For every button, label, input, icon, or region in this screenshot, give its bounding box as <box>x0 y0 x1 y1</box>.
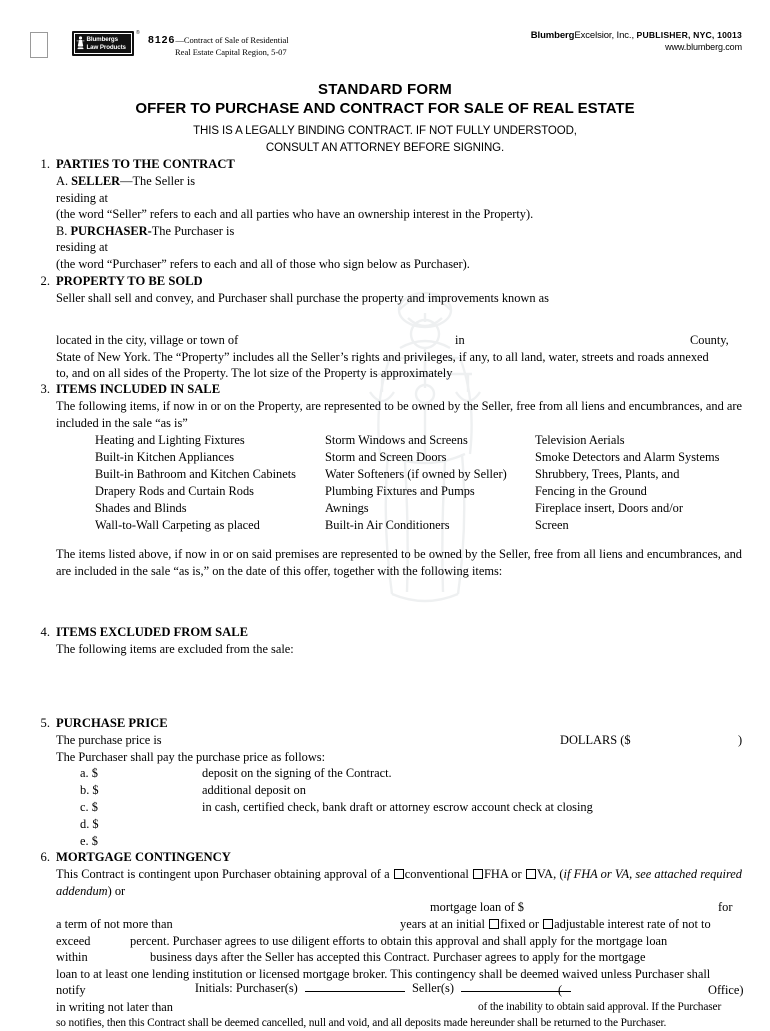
form-number-block <box>148 30 289 57</box>
purchaser-prefix: B. <box>56 223 68 238</box>
mortgage-notify-line <box>0 982 770 999</box>
mortgage-within-label: within <box>56 950 88 965</box>
item-cell: Fireplace insert, Doors and/or <box>535 501 683 516</box>
item-cell: Heating and Lighting Fixtures <box>95 433 245 448</box>
payment-row <box>0 816 770 833</box>
item-row <box>95 500 742 517</box>
section-1-number: 1. <box>40 157 50 171</box>
mortgage-cancellation-line: so notifies, then this Contract shall be deemed cancelled, null and void, and all deposits made hereunder shall be returned to the Purchaser. <box>56 1017 667 1030</box>
checkbox-fixed-rate[interactable] <box>489 919 499 929</box>
section-6-number: 6. <box>40 850 50 865</box>
purchase-price-line <box>0 732 770 749</box>
label-adjustable: adjustable interest rate of not to <box>554 917 711 932</box>
form-description-line-1: Contract of Sale of Residential <box>183 35 289 45</box>
mortgage-writing-line <box>0 999 770 1016</box>
mortgage-exceed-label: exceed <box>56 933 91 948</box>
item-cell: Screen <box>535 518 569 533</box>
section-6-mortgage-contingency <box>0 849 770 1031</box>
label-va: VA, ( <box>536 867 564 882</box>
publisher-location: PUBLISHER, NYC, 10013 <box>636 30 742 40</box>
publisher-name: Excelsior, Inc., <box>574 30 634 41</box>
legal-warning-line-1: THIS IS A LEGALLY BINDING CONTRACT. IF NOT FULLY UNDERSTOOD, <box>193 125 577 137</box>
item-cell: Wall-to-Wall Carpeting as placed <box>95 518 260 533</box>
section-3-number: 3. <box>40 382 50 397</box>
item-cell: Television Aerials <box>535 433 625 448</box>
mortgage-paragraph-1 <box>0 866 770 899</box>
section-2-property <box>0 273 770 382</box>
property-location-line <box>0 332 770 349</box>
section-4-heading: ITEMS EXCLUDED FROM SALE <box>56 624 249 639</box>
payment-description: in cash, certified check, bank draft or attorney escrow account check at closing <box>202 799 593 814</box>
mortgage-loan-of-label: mortgage loan of $ <box>430 900 524 915</box>
logo-line-2: Law Products <box>86 43 126 51</box>
item-cell: Plumbing Fixtures and Pumps <box>325 484 475 499</box>
form-corner-marker <box>30 32 48 58</box>
item-cell: Smoke Detectors and Alarm Systems <box>535 450 720 465</box>
mortgage-within-line <box>0 949 770 966</box>
item-cell: Water Softeners (if owned by Seller) <box>325 467 507 482</box>
purchaser-residing-at: residing at <box>56 240 108 255</box>
seller-label: SELLER <box>71 174 121 188</box>
item-cell: Shades and Blinds <box>95 501 187 516</box>
seller-residing-at: residing at <box>56 190 108 205</box>
seller-definition-note: (the word “Seller” refers to each and all parties who have an ownership interest in the Property). <box>56 207 534 222</box>
payment-intro: The Purchaser shall pay the purchase price as follows: <box>56 749 326 764</box>
page-subtitle-main: OFFER TO PURCHASE AND CONTRACT FOR SALE OF REAL ESTATE <box>135 100 635 117</box>
section-5-number: 5. <box>40 716 50 731</box>
section-5-purchase-price <box>0 715 770 849</box>
item-cell: Awnings <box>325 501 369 516</box>
payment-amount-field[interactable]: d. $ <box>80 816 99 831</box>
purchaser-rest: The Purchaser is <box>151 223 235 238</box>
blumberg-logo <box>72 31 134 56</box>
payment-row <box>0 799 770 816</box>
item-row <box>95 449 742 466</box>
located-prefix: located in the city, village or town of <box>56 333 239 348</box>
mortgage-loan-amount-line <box>0 899 770 916</box>
payment-amount-field[interactable]: a. $ <box>80 766 98 781</box>
mortgage-term-label: a term of not more than <box>56 917 173 932</box>
mortgage-p1-a: This Contract is contingent upon Purchaser obtaining approval of a <box>56 867 390 882</box>
notify-office-label: Office) <box>708 983 744 998</box>
section-1-parties <box>0 156 770 273</box>
section-3-heading: ITEMS INCLUDED IN SALE <box>56 382 221 397</box>
section-5-heading: PURCHASE PRICE <box>56 716 168 731</box>
section-3-intro: The following items, if now in or on the Property, are represented to be owned by the Seller, free from all liens and encumbrances, and are included in the sale “as is” <box>56 399 742 430</box>
registered-trademark-mark: ® <box>136 30 140 36</box>
section-2-heading: PROPERTY TO BE SOLD <box>56 273 203 288</box>
payment-amount-field[interactable]: b. $ <box>80 783 99 798</box>
item-cell: Drapery Rods and Curtain Rods <box>95 484 254 499</box>
label-fixed: fixed or <box>500 917 539 932</box>
contract-body <box>0 156 770 1031</box>
form-number: 8126 <box>148 34 176 46</box>
title-block <box>0 80 770 157</box>
justice-statue-icon <box>75 34 86 53</box>
section-4-line: The following items are excluded from the sale: <box>56 641 294 656</box>
checkbox-va[interactable] <box>526 869 536 879</box>
mortgage-notify-label: notify <box>56 983 86 998</box>
publisher-website[interactable]: www.blumberg.com <box>665 42 742 52</box>
mortgage-exceed-line <box>0 933 770 950</box>
mortgage-p1-b: ) or <box>107 883 126 898</box>
section-2-number: 2. <box>40 273 50 288</box>
property-lot-size-line: to, and on all sides of the Property. The lot size of the Property is approximately <box>56 365 453 380</box>
section-6-heading: MORTGAGE CONTINGENCY <box>56 850 231 865</box>
item-cell: Built-in Kitchen Appliances <box>95 450 235 465</box>
notify-open-paren: ( <box>558 983 563 998</box>
item-row <box>95 517 742 534</box>
item-row <box>95 432 742 449</box>
document-header <box>0 28 770 62</box>
item-cell: Storm and Screen Doors <box>325 450 447 465</box>
item-cell: Shrubbery, Trees, Plants, and <box>535 467 680 482</box>
located-in-word: in <box>455 333 465 348</box>
purchaser-definition-note: (the word “Purchaser” refers to each and all of those who sign below as Purchaser). <box>56 256 470 271</box>
seller-rest: —The Seller is <box>120 174 196 188</box>
mortgage-for-label: for <box>718 900 733 915</box>
seller-prefix: A. <box>56 174 69 188</box>
section-4-items-excluded <box>0 624 770 658</box>
payment-description: additional deposit on <box>202 783 306 798</box>
item-row <box>95 466 742 483</box>
item-row <box>95 483 742 500</box>
page-title: STANDARD FORM <box>318 81 452 98</box>
form-description-line-2: Real Estate Capital Region, 5-07 <box>175 47 287 57</box>
publisher-block <box>531 30 742 52</box>
payment-row <box>0 833 770 850</box>
label-conventional: conventional <box>404 867 469 882</box>
section-1-heading: PARTIES TO THE CONTRACT <box>56 157 235 171</box>
publisher-brand: Blumberg <box>530 30 575 41</box>
checkbox-adjustable-rate[interactable] <box>543 919 553 929</box>
section-3-closing: The items listed above, if now in or on said premises are represented to be owned by the Seller, free from all liens and encumbrances, and are included in the sale “as is,” on the date of this offer, together with the following items: <box>56 547 742 578</box>
payment-amount-field[interactable]: c. $ <box>80 799 98 814</box>
logo-line-1: Blumbergs <box>86 35 118 43</box>
payment-row <box>0 782 770 799</box>
located-county-word: County, <box>690 333 729 348</box>
checkbox-fha[interactable] <box>473 869 483 879</box>
label-fha: FHA or <box>484 867 522 882</box>
fha-va-addendum-note: if FHA or VA, see attached required addendum <box>56 867 743 898</box>
item-cell: Built-in Bathroom and Kitchen Cabinets <box>95 467 296 482</box>
item-cell: Built-in Air Conditioners <box>325 518 450 533</box>
checkbox-conventional[interactable] <box>394 869 404 879</box>
item-cell: Fencing in the Ground <box>535 484 647 499</box>
purchaser-label: PURCHASER- <box>70 223 152 238</box>
payment-description: deposit on the signing of the Contract. <box>202 766 392 781</box>
mortgage-broker-line: loan to at least one lending institution or licensed mortgage broker. This contingency shall be deemed waived unless Purchaser shall <box>56 966 711 981</box>
mortgage-inability-text: of the inability to obtain said approval. If the Purchaser <box>478 1000 722 1013</box>
property-known-as-line: Seller shall sell and convey, and Purchaser shall purchase the property and improvements known as <box>56 290 549 305</box>
payment-row <box>0 765 770 782</box>
section-4-number: 4. <box>40 624 50 639</box>
mortgage-writing-label: in writing not later than <box>56 999 173 1014</box>
mortgage-percent-text: percent. Purchaser agrees to use diligent efforts to obtain this approval and shall apply for the mortgage loan <box>130 933 668 948</box>
purchase-price-label: The purchase price is <box>56 733 162 748</box>
initials-purchaser-label: Initials: Purchaser(s) <box>194 981 298 995</box>
dollars-close-paren: ) <box>738 733 743 748</box>
payment-amount-field[interactable]: e. $ <box>80 833 98 848</box>
legal-warning-line-2: CONSULT AN ATTORNEY BEFORE SIGNING. <box>265 142 505 154</box>
mortgage-term-line <box>0 916 770 933</box>
form-dash: — <box>175 35 184 45</box>
included-items-grid <box>0 432 770 534</box>
mortgage-business-days-text: business days after the Seller has accepted this Contract. Purchaser agrees to apply for the mortgage <box>150 950 646 965</box>
initials-seller-label: Seller(s) <box>412 981 454 995</box>
dollars-tag: DOLLARS ($ <box>560 733 631 748</box>
section-3-items-included <box>0 381 770 579</box>
item-cell: Storm Windows and Screens <box>325 433 468 448</box>
property-rights-line: State of New York. The “Property” includes all the Seller’s rights and privileges, if any, to all land, water, streets and roads annexed <box>56 349 709 364</box>
mortgage-years-initial-label: years at an initial <box>400 917 485 932</box>
